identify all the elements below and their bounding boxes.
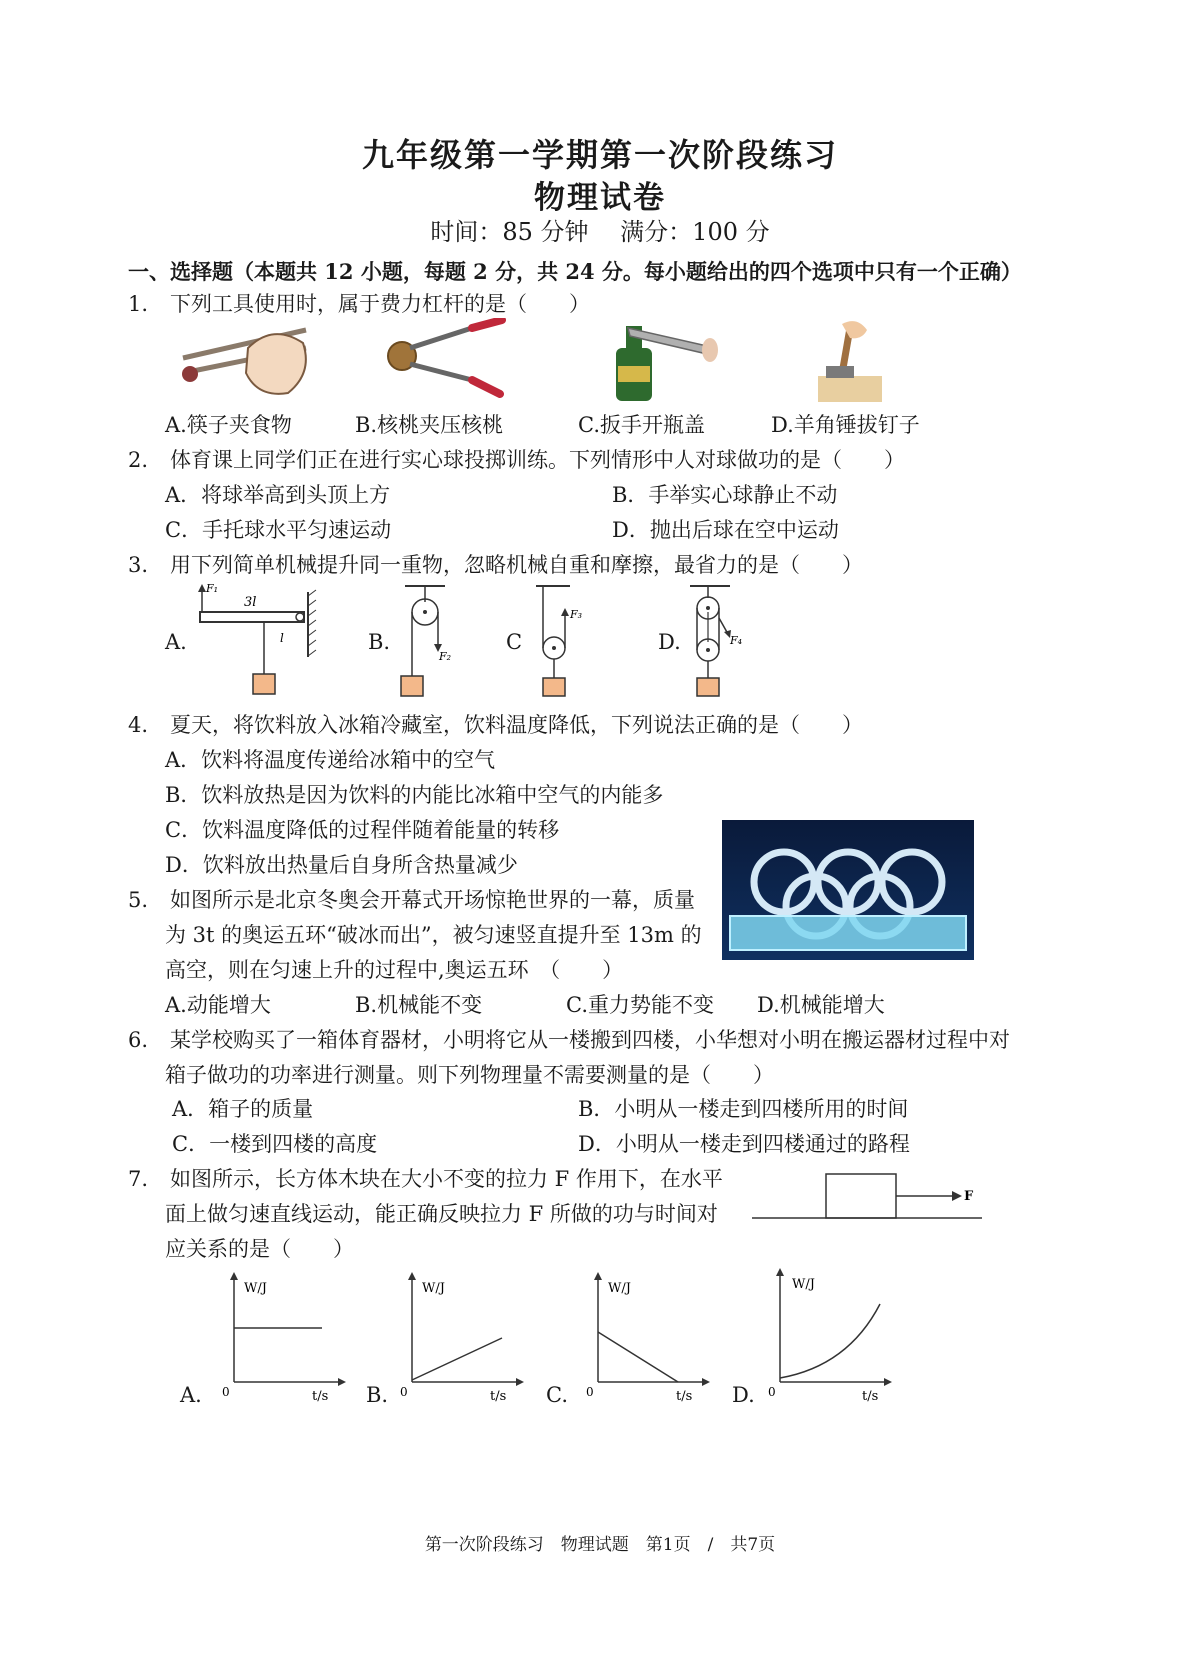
question-stem: 如图所示是北京冬奥会开幕式开场惊艳世界的一幕，质量 — [170, 888, 695, 912]
question-6-line-2: 箱子做功的功率进行测量。则下列物理量不需要测量的是（ ） — [165, 1063, 774, 1087]
exam-subtitle: 物理试卷 — [534, 180, 666, 216]
question-stem: 体育课上同学们正在进行实心球投掷训练。下列情形中人对球做功的是（ ） — [170, 448, 905, 472]
origin-label: 0 — [400, 1385, 408, 1399]
claw-hammer-illustration — [812, 316, 892, 406]
movable-pulley-diagram — [530, 582, 600, 700]
question-1 — [128, 288, 590, 318]
q3-option-d[interactable]: D. — [658, 630, 681, 654]
q1-option-d[interactable]: D.羊角锤拔钉子 — [771, 413, 920, 437]
question-stem: 下列工具使用时，属于费力杠杆的是（ ） — [170, 292, 590, 316]
origin-label: 0 — [586, 1385, 594, 1399]
q4-option-a[interactable]: A．饮料将温度传递给冰箱中的空气 — [165, 748, 496, 772]
q4-option-d[interactable]: D．饮料放出热量后自身所含热量减少 — [165, 853, 518, 877]
q7-option-c[interactable]: C. — [546, 1383, 568, 1407]
question-7 — [128, 1163, 723, 1193]
q3-option-b[interactable]: B. — [368, 630, 391, 654]
graph-d-curve — [768, 1266, 898, 1406]
exam-title: 九年级第一学期第一次阶段练习 — [361, 136, 838, 174]
nutcracker-illustration — [372, 318, 512, 403]
question-number: 6. — [128, 1028, 149, 1052]
question-number: 2. — [128, 448, 149, 472]
bottle-opener-illustration — [612, 318, 722, 403]
question-5-line-2: 为 3t 的奥运五环“破冰而出”，被匀速竖直提升至 13m 的 — [165, 923, 702, 947]
force-f4-label: F₄ — [730, 634, 743, 647]
origin-label: 0 — [768, 1385, 776, 1399]
q2-option-b[interactable]: B．手举实心球静止不动 — [612, 483, 838, 507]
question-5 — [128, 884, 695, 914]
question-stem: 如图所示，长方体木块在大小不变的拉力 F 作用下，在水平 — [170, 1167, 723, 1191]
graph-b-linear-increase — [400, 1270, 530, 1406]
exam-time-info: 时间：85 分钟 满分：100 分 — [430, 218, 770, 246]
q1-option-c[interactable]: C.扳手开瓶盖 — [578, 413, 705, 437]
question-4 — [128, 709, 863, 739]
question-number: 3. — [128, 553, 149, 577]
q6-option-b[interactable]: B．小明从一楼走到四楼所用的时间 — [578, 1097, 909, 1121]
q6-option-a[interactable]: A．箱子的质量 — [172, 1097, 314, 1121]
q2-option-a[interactable]: A．将球举高到头顶上方 — [165, 483, 391, 507]
section-heading: 一、选择题（本题共 12 小题，每题 2 分，共 24 分。每小题给出的四个选项中只有一个正确） — [128, 259, 1022, 284]
q2-option-d[interactable]: D．抛出后球在空中运动 — [612, 518, 839, 542]
page-footer: 第一次阶段练习 物理试题 第1页 / 共7页 — [424, 1535, 776, 1555]
block-pull-diagram — [752, 1168, 987, 1224]
q7-option-b[interactable]: B. — [366, 1383, 389, 1407]
question-7-line-3: 应关系的是（ ） — [165, 1237, 354, 1261]
question-2 — [128, 444, 905, 474]
lever-short-label: l — [280, 631, 284, 645]
olympic-rings-photo — [722, 820, 974, 960]
q3-option-a[interactable]: A. — [165, 630, 187, 654]
force-f1-label: F₁ — [206, 582, 219, 595]
q7-option-a[interactable]: A. — [180, 1383, 202, 1407]
q5-option-a[interactable]: A.动能增大 — [165, 993, 271, 1017]
question-stem: 某学校购买了一箱体育器材，小明将它从一楼搬到四楼，小华想对小明在搬运器材过程中对 — [170, 1028, 1010, 1052]
q1-option-b[interactable]: B.核桃夹压核桃 — [355, 413, 504, 437]
question-stem: 夏天，将饮料放入冰箱冷藏室，饮料温度降低，下列说法正确的是（ ） — [170, 713, 863, 737]
x-axis-label: t/s — [490, 1389, 507, 1404]
x-axis-label: t/s — [676, 1389, 693, 1404]
y-axis-label: W/J — [422, 1281, 445, 1296]
y-axis-label: W/J — [244, 1281, 267, 1296]
chopsticks-illustration — [178, 318, 318, 403]
q4-option-c[interactable]: C．饮料温度降低的过程伴随着能量的转移 — [165, 818, 560, 842]
q1-option-a[interactable]: A.筷子夹食物 — [165, 413, 292, 437]
q2-option-c[interactable]: C．手托球水平匀速运动 — [165, 518, 392, 542]
graph-a-constant — [222, 1270, 352, 1406]
q5-option-c[interactable]: C.重力势能不变 — [566, 993, 714, 1017]
force-f2-label: F₂ — [439, 650, 452, 663]
force-f-label: F — [964, 1189, 974, 1204]
question-number: 7. — [128, 1167, 149, 1191]
y-axis-label: W/J — [608, 1281, 631, 1296]
question-stem: 用下列简单机械提升同一重物，忽略机械自重和摩擦，最省力的是（ ） — [170, 553, 863, 577]
lever-diagram — [190, 582, 320, 700]
x-axis-label: t/s — [312, 1389, 329, 1404]
lever-length-label: 3l — [244, 595, 257, 610]
question-6 — [128, 1024, 1010, 1054]
q6-option-d[interactable]: D．小明从一楼走到四楼通过的路程 — [578, 1132, 910, 1156]
q7-option-d[interactable]: D. — [732, 1383, 755, 1407]
question-3 — [128, 549, 863, 579]
q5-option-b[interactable]: B.机械能不变 — [355, 993, 483, 1017]
q6-option-c[interactable]: C．一楼到四楼的高度 — [172, 1132, 378, 1156]
x-axis-label: t/s — [862, 1389, 879, 1404]
pulley-block-diagram — [682, 582, 762, 700]
question-number: 5. — [128, 888, 149, 912]
origin-label: 0 — [222, 1385, 230, 1399]
question-7-line-2: 面上做匀速直线运动，能正确反映拉力 F 所做的功与时间对 — [165, 1202, 718, 1226]
q3-option-c[interactable]: C — [506, 630, 523, 654]
question-number: 4. — [128, 713, 149, 737]
question-5-line-3: 高空，则在匀速上升的过程中,奥运五环 （ ） — [165, 958, 624, 982]
graph-c-linear-decrease — [586, 1270, 716, 1406]
fixed-pulley-diagram — [395, 582, 465, 700]
y-axis-label: W/J — [792, 1277, 815, 1292]
q4-option-b[interactable]: B．饮料放热是因为饮料的内能比冰箱中空气的内能多 — [165, 783, 664, 807]
q5-option-d[interactable]: D.机械能增大 — [757, 993, 885, 1017]
question-number: 1. — [128, 292, 149, 316]
force-f3-label: F₃ — [570, 608, 583, 621]
